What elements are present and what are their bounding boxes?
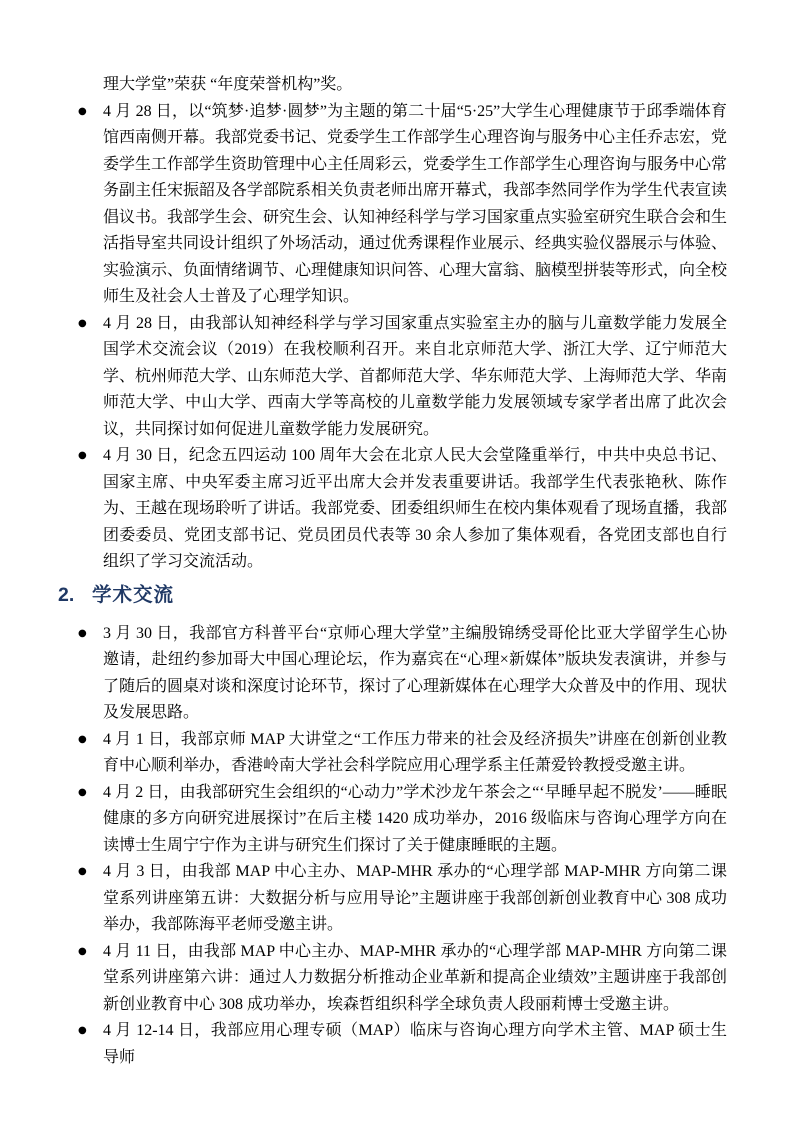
list-item	[78, 443, 728, 576]
section-heading-title: 学术交流	[92, 583, 175, 606]
bullet-text: 3 月 30 日，我部官方科普平台“京师心理大学堂”主编殷锦绣受哥伦比亚大学留学生心协邀请，赴纽约参加哥大中国心理论坛，作为嘉宾在“心理×新媒体”版块发表演讲，并参与了随后的圆桌对谈和深度讨论环节，探讨了心理新媒体在心理学大众普及中的作用、现状及发展思路。	[103, 624, 728, 721]
section2-bullet-list	[78, 621, 728, 1072]
bullet-icon: ●	[78, 1025, 87, 1036]
bullet-text: 4 月 28 日，以“筑梦·追梦·圆梦”为主题的第二十届“5·25”大学生心理健康节于邱季端体育馆西南侧开幕。我部党委书记、党委学生工作部学生心理咨询与服务中心主任乔志宏，党委学生工作部学生资助管理中心主任周彩云，党委学生工作部学生心理咨询与服务中心常务副主任宋振韶及各学部院系相关负责老师出席开幕式，我部李然同学作为学生代表宣读倡议书。我部学生会、研究生会、认知神经科学与学习国家重点实验室研究生联合会和生活指导室共同设计组织了外场活动，通过优秀课程作业展示、经典实验仪器展示与体验、实验演示、负面情绪调节、心理健康知识问答、心理大富翁、脑模型拼装等形式，向全校师生及社会人士普及了心理学知识。	[103, 102, 728, 305]
bullet-icon: ●	[78, 317, 87, 329]
list-item	[78, 99, 728, 311]
list-item	[78, 1018, 727, 1071]
bullet-icon: ●	[78, 450, 87, 461]
bullet-text: 4 月 3 日，由我部 MAP 中心主办、MAP-MHR 承办的“心理学部 MAP-MHR 方向第二课堂系列讲座第五讲：大数据分析与应用导论”主题讲座于我部创新创业教育中心 308 成功举办，我部陈海平老师受邀主讲。	[103, 863, 727, 933]
bullet-icon: ●	[78, 627, 87, 639]
bullet-icon: ●	[78, 105, 87, 117]
bullet-icon: ●	[78, 733, 87, 745]
section1-bullet-list	[78, 99, 728, 576]
bullet-text: 4 月 1 日，我部京师 MAP 大讲堂之“工作压力带来的社会及经济损失”讲座在创新创业教育中心顺利举办，香港岭南大学社会科学院应用心理学系主任萧爱铃教授受邀主讲。	[103, 730, 727, 774]
bullet-text: 4 月 11 日，由我部 MAP 中心主办、MAP-MHR 承办的“心理学部 MAP-MHR 方向第二课堂系列讲座第六讲：通过人力数据分析推动企业革新和提高企业绩效”主题讲座于我部创新创业教育中心 308 成功举办，埃森哲组织科学全球负责人段丽莉博士受邀主讲。	[103, 942, 727, 1013]
list-item	[78, 780, 727, 860]
section-heading-number: 2.	[58, 583, 75, 606]
list-item	[78, 727, 727, 780]
list-item	[78, 311, 728, 444]
section-heading	[58, 582, 727, 609]
bullet-text: 4 月 28 日，由我部认知神经科学与学习国家重点实验室主办的脑与儿童数学能力发展全国学术交流会议（2019）在我校顺利召开。来自北京师范大学、浙江大学、辽宁师范大学、杭州师范大学、山东师范大学、首都师范大学、华东师范大学、上海师范大学、华南师范大学、中山大学、西南大学等高校的儿童数学能力发展领域专家学者出席了此次会议，共同探讨如何促进儿童数学能力发展研究。	[103, 314, 728, 438]
bullet-text: 4 月 30 日，纪念五四运动 100 周年大会在北京人民大会堂隆重举行，中共中央总书记、国家主席、中央军委主席习近平出席大会并发表重要讲话。我部学生代表张艳秋、陈作为、王越在现场聆听了讲话。我部党委、团委组织师生在校内集体观看了现场直播，我部团委委员、党团支部书记、党员团员代表等 30 余人参加了集体观看，各党团支部也自行组织了学习交流活动。	[103, 447, 728, 570]
bullet-icon: ●	[78, 866, 87, 877]
bullet-text: 4 月 12-14 日，我部应用心理专硕（MAP）临床与咨询心理方向学术主管、MAP 硕士生导师	[103, 1022, 727, 1066]
bullet-icon: ●	[78, 945, 87, 957]
bullet-icon: ●	[78, 786, 87, 798]
paragraph-continuation: 理大学堂”荣获 “年度荣誉机构”奖。	[103, 76, 353, 93]
list-item	[78, 859, 727, 939]
list-item	[78, 621, 728, 727]
bullet-text: 4 月 2 日，由我部研究生会组织的“心动力”学术沙龙午茶会之“‘早睡早起不脱发’——睡眠健康的多方向研究进展探讨”在后主楼 1420 成功举办，2016 级临床与咨询心理学方向在读博士生周宁宁作为主讲与研究生们探讨了关于健康睡眠的主题。	[103, 783, 727, 854]
list-item	[78, 939, 727, 1019]
